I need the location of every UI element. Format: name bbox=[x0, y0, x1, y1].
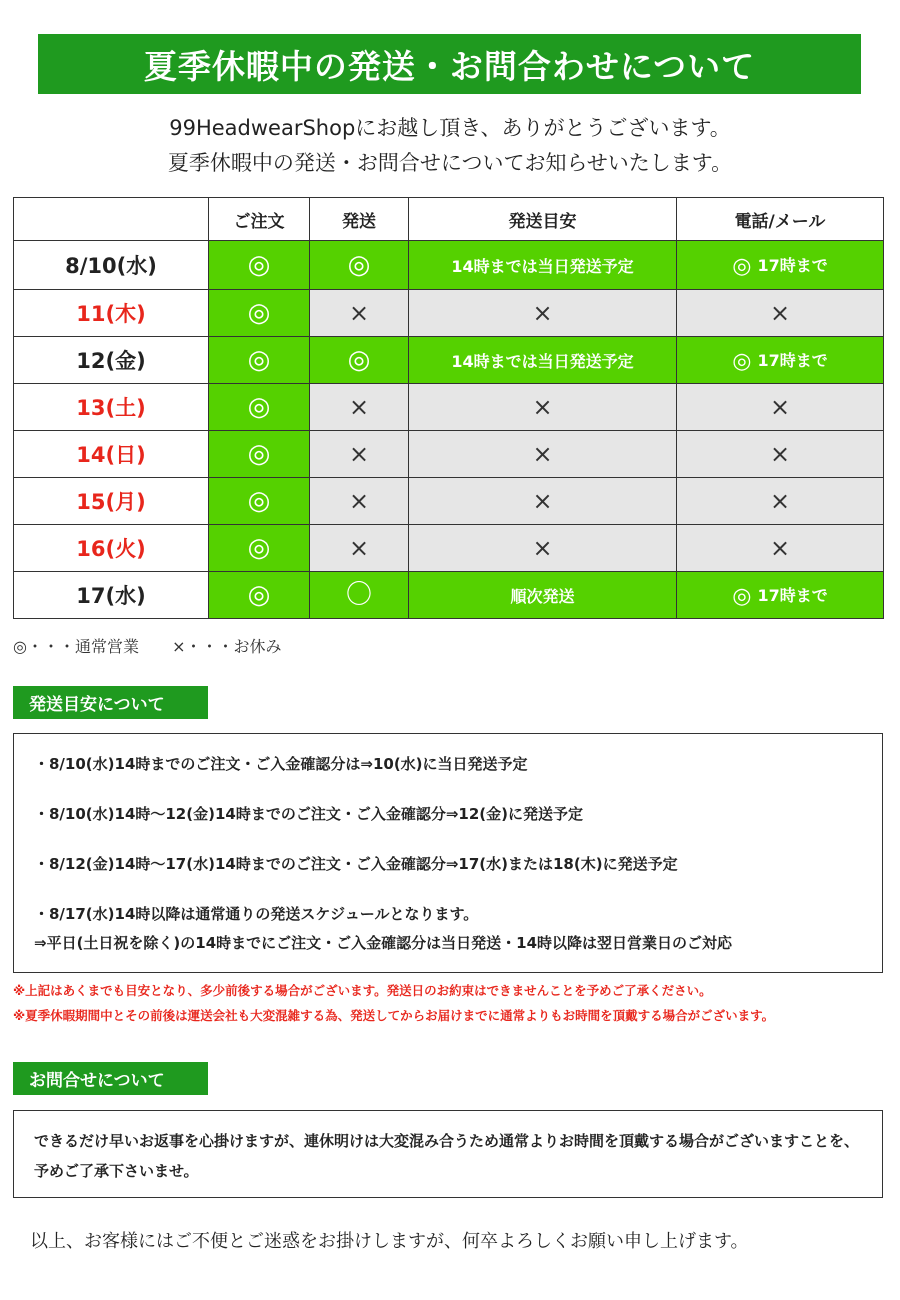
ship-mark: × bbox=[348, 393, 370, 421]
contact-cell bbox=[677, 572, 884, 619]
order-cell bbox=[209, 241, 310, 290]
row-date: 8/10(水) bbox=[14, 241, 209, 290]
contact-message: できるだけ早いお返事を心掛けますが、連休明けは大変混み合うため通常よりお時間を頂戴する場合がございますことを、予めご了承下さいませ。 bbox=[34, 1132, 860, 1180]
ship-estimate-text: × bbox=[532, 534, 553, 562]
ship-estimate-cell bbox=[409, 337, 677, 384]
ship-cell bbox=[310, 290, 409, 337]
shipping-line: ・8/10(水)14時までのご注文・ご入金確認分は⇒10(水)に当日発送予定 bbox=[34, 755, 528, 773]
ship-mark: ◎ bbox=[347, 345, 371, 375]
ship-cell bbox=[310, 337, 409, 384]
shipping-line: ・8/10(水)14時～12(金)14時までのご注文・ご入金確認分⇒12(金)に発送予定 bbox=[34, 805, 583, 823]
ship-cell bbox=[310, 384, 409, 431]
contact-cell bbox=[677, 384, 884, 431]
closing-message: 以上、お客様にはご不便とご迷惑をお掛けしますが、何卒よろしくお願い申し上げます。 bbox=[30, 1231, 749, 1252]
table-row bbox=[14, 241, 884, 290]
intro-line-2: 夏季休暇中の発送・お問合せについてお知らせいたします。 bbox=[167, 151, 733, 175]
row-date: 16(火) bbox=[14, 525, 209, 572]
order-cell bbox=[209, 431, 310, 478]
order-cell bbox=[209, 478, 310, 525]
ship-estimate-cell bbox=[409, 431, 677, 478]
contact-mark: × bbox=[769, 393, 791, 421]
contact-cell bbox=[677, 290, 884, 337]
ship-mark: × bbox=[348, 534, 370, 562]
order-mark: ◎ bbox=[247, 439, 271, 469]
row-date: 15(月) bbox=[14, 478, 209, 525]
schedule-table bbox=[13, 197, 884, 619]
ship-estimate-text: × bbox=[532, 487, 553, 515]
order-mark: ◎ bbox=[247, 533, 271, 563]
ship-mark: × bbox=[348, 440, 370, 468]
intro-line-1: 99HeadwearShopにお越し頂き、ありがとうございます。 bbox=[169, 116, 731, 140]
shipping-note: ※夏季休暇期間中とその前後は運送会社も大変混雑する為、発送してからお届けまでに通常よりもお時間を頂戴する場合がございます。 bbox=[13, 1008, 775, 1023]
ship-estimate-text: × bbox=[532, 440, 553, 468]
order-mark: ◎ bbox=[247, 250, 271, 280]
header-order: ご注文 bbox=[209, 198, 310, 241]
header-ship-estimate: 発送目安 bbox=[409, 198, 677, 241]
shipping-line: ・8/12(金)14時～17(水)14時までのご注文・ご入金確認分⇒17(水)または18(木)に発送予定 bbox=[34, 855, 678, 873]
contact-section-heading: お問合せについて bbox=[13, 1062, 208, 1095]
contact-cell bbox=[677, 241, 884, 290]
ship-mark: ◎ bbox=[347, 250, 371, 280]
header-contact: 電話/メール bbox=[677, 198, 884, 241]
table-row bbox=[14, 478, 884, 525]
ship-estimate-text: 14時までは当日発送予定 bbox=[451, 351, 634, 371]
ship-estimate-cell bbox=[409, 525, 677, 572]
order-mark: ◎ bbox=[247, 392, 271, 422]
order-cell bbox=[209, 572, 310, 619]
ship-estimate-text: × bbox=[532, 299, 553, 327]
contact-cell bbox=[677, 525, 884, 572]
row-date: 13(土) bbox=[14, 384, 209, 431]
order-mark: ◎ bbox=[247, 486, 271, 516]
header-ship: 発送 bbox=[310, 198, 409, 241]
contact-info-box bbox=[13, 1110, 883, 1198]
order-cell bbox=[209, 525, 310, 572]
order-mark: ◎ bbox=[247, 580, 271, 610]
contact-mark: × bbox=[769, 440, 791, 468]
header-date bbox=[14, 198, 209, 241]
order-mark: ◎ bbox=[247, 298, 271, 328]
table-row bbox=[14, 572, 884, 619]
contact-hours: 17時まで bbox=[757, 350, 828, 370]
ship-estimate-cell bbox=[409, 478, 677, 525]
row-date: 14(日) bbox=[14, 431, 209, 478]
ship-estimate-cell bbox=[409, 241, 677, 290]
shipping-note: ※上記はあくまでも目安となり、多少前後する場合がございます。発送日のお約束はできませんことを予めご了承ください。 bbox=[13, 983, 712, 998]
contact-mark: × bbox=[769, 299, 791, 327]
ship-cell bbox=[310, 478, 409, 525]
order-cell bbox=[209, 337, 310, 384]
table-row bbox=[14, 384, 884, 431]
table-header-row bbox=[14, 198, 884, 241]
table-row bbox=[14, 431, 884, 478]
ship-estimate-text: 順次発送 bbox=[510, 586, 575, 606]
ship-estimate-cell bbox=[409, 384, 677, 431]
shipping-line: ⇒平日(土日祝を除く)の14時までにご注文・ご入金確認分は当日発送・14時以降は翌日営業日のご対応 bbox=[34, 934, 733, 952]
contact-cell bbox=[677, 337, 884, 384]
table-row bbox=[14, 525, 884, 572]
ship-cell bbox=[310, 241, 409, 290]
order-cell bbox=[209, 384, 310, 431]
shipping-info-box bbox=[13, 733, 883, 973]
shipping-line: ・8/17(水)14時以降は通常通りの発送スケジュールとなります。 bbox=[34, 905, 479, 923]
contact-mark: × bbox=[769, 487, 791, 515]
ship-cell bbox=[310, 572, 409, 619]
contact-cell bbox=[677, 478, 884, 525]
row-date: 17(水) bbox=[14, 572, 209, 619]
page-title: 夏季休暇中の発送・お問合わせについて bbox=[38, 34, 861, 94]
ship-estimate-cell bbox=[409, 572, 677, 619]
legend bbox=[13, 634, 281, 657]
ship-cell bbox=[310, 525, 409, 572]
ship-cell bbox=[310, 431, 409, 478]
contact-hours: 17時まで bbox=[757, 585, 828, 605]
contact-mark: ◎ bbox=[732, 348, 752, 374]
ship-estimate-text: × bbox=[532, 393, 553, 421]
ship-estimate-cell bbox=[409, 290, 677, 337]
row-date: 12(金) bbox=[14, 337, 209, 384]
table-row bbox=[14, 290, 884, 337]
legend-open: ◎・・・通常営業 bbox=[13, 637, 139, 656]
contact-hours: 17時まで bbox=[757, 255, 828, 275]
shipping-section-heading: 発送目安について bbox=[13, 686, 208, 719]
contact-cell bbox=[677, 431, 884, 478]
ship-mark: × bbox=[348, 299, 370, 327]
ship-mark: 〇 bbox=[345, 580, 372, 610]
ship-estimate-text: 14時までは当日発送予定 bbox=[451, 256, 634, 276]
ship-mark: × bbox=[348, 487, 370, 515]
order-cell bbox=[209, 290, 310, 337]
legend-closed: ×・・・お休み bbox=[172, 637, 282, 656]
row-date: 11(木) bbox=[14, 290, 209, 337]
contact-mark: ◎ bbox=[732, 253, 752, 279]
table-row bbox=[14, 337, 884, 384]
contact-mark: ◎ bbox=[732, 583, 752, 609]
contact-mark: × bbox=[769, 534, 791, 562]
order-mark: ◎ bbox=[247, 345, 271, 375]
